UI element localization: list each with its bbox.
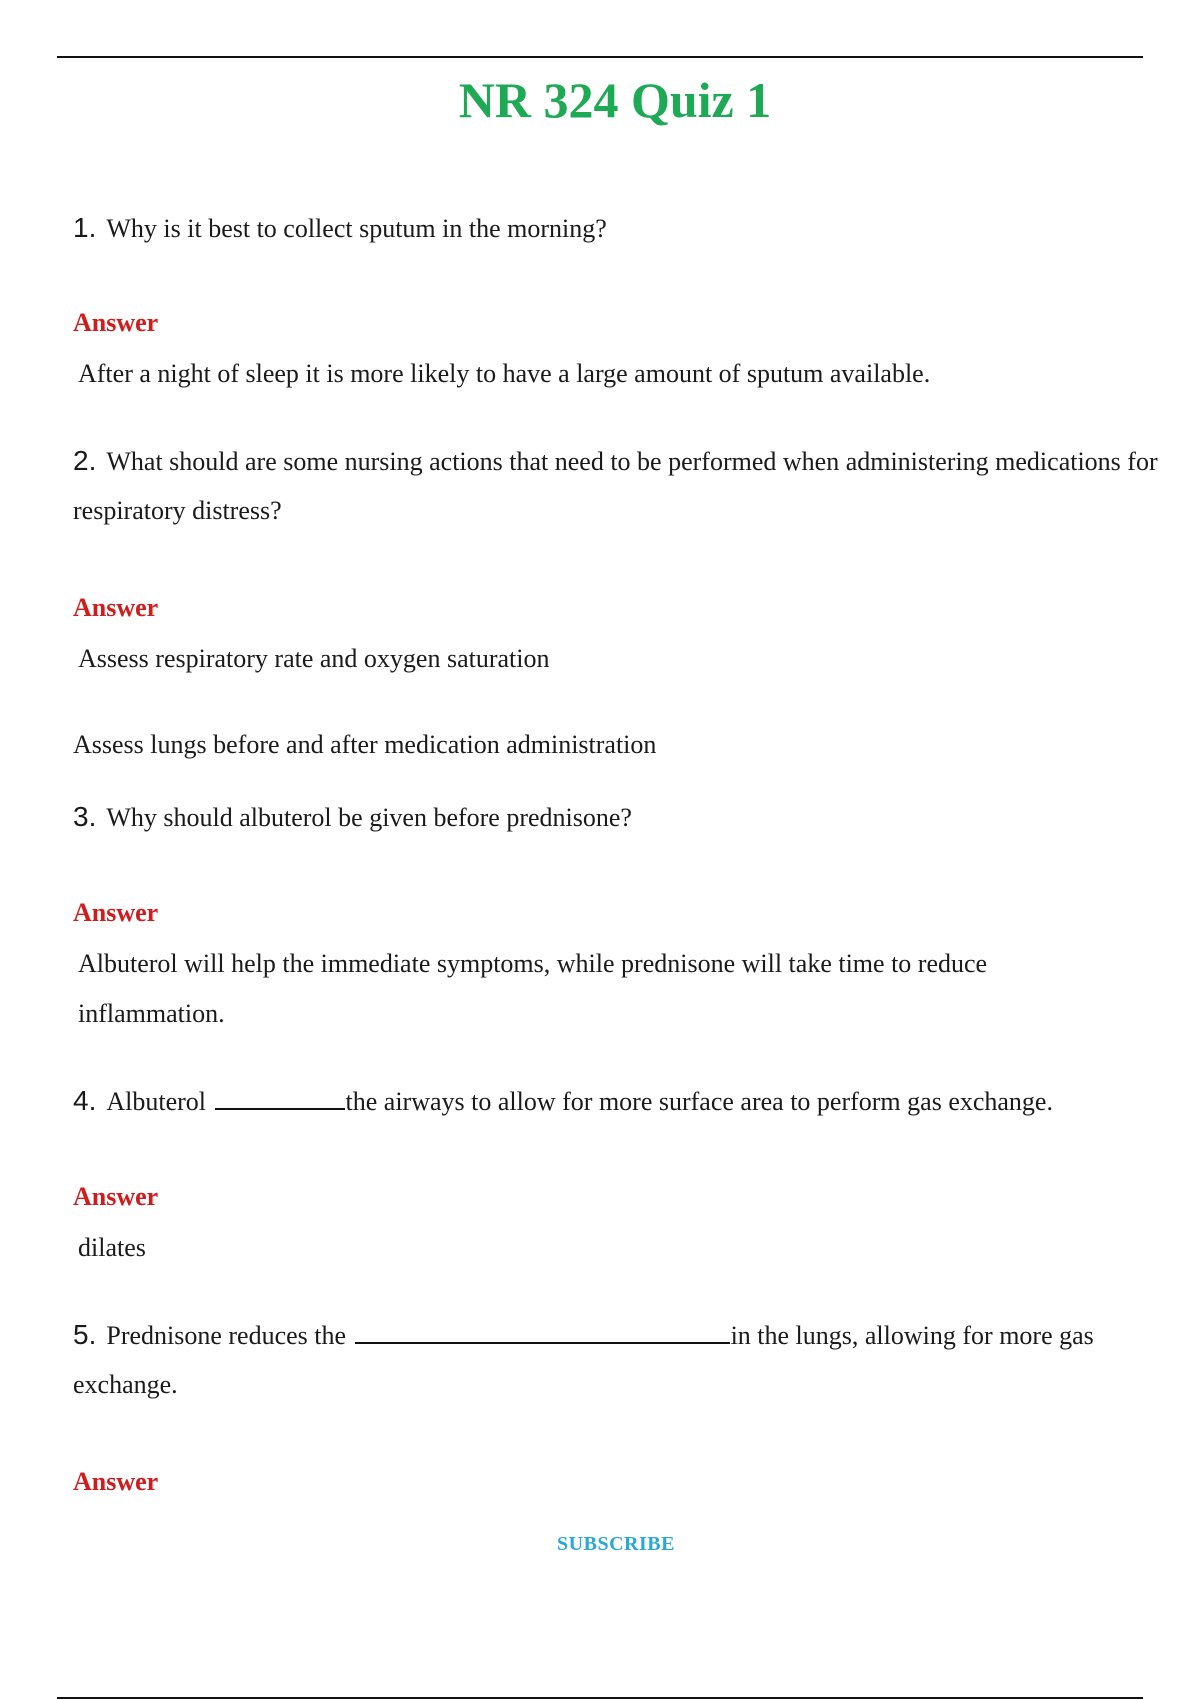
answer-text: dilates [78,1233,146,1262]
question-number: 5. [73,1319,97,1350]
page-title: NR 324 Quiz 1 [458,72,772,128]
question-2 [73,436,1163,535]
fill-in-blank [215,1084,345,1110]
answer-label: Answer [73,593,159,622]
bottom-rule [57,1697,1143,1699]
answer-label: Answer [73,1182,159,1211]
question-4 [73,1076,1163,1126]
question-1 [73,203,1163,253]
question-3 [73,792,1163,842]
answer-text: Assess respiratory rate and oxygen saturation [78,644,550,673]
top-rule [57,56,1143,58]
question-text: Why should albuterol be given before prednisone? [106,803,632,832]
question-text-after: in the lungs, allowing for more gas exchange. [73,1321,1094,1399]
fill-in-blank [355,1318,730,1344]
question-text: What should are some nursing actions that need to be performed when administering medications for respiratory distress? [73,447,1158,525]
answer-label: Answer [73,898,159,927]
answer-label: Answer [73,1467,159,1496]
question-text: Why is it best to collect sputum in the morning? [106,214,607,243]
question-text-after: the airways to allow for more surface area to perform gas exchange. [345,1087,1053,1116]
question-number: 1. [73,212,97,243]
answer-label: Answer [73,308,159,337]
answer-text: After a night of sleep it is more likely to have a large amount of sputum available. [78,359,931,388]
subscribe-link[interactable]: SUBSCRIBE [557,1533,675,1555]
question-5 [73,1310,1163,1409]
answer-text: Assess lungs before and after medication administration [73,730,657,759]
question-text-before: Prednisone reduces the [106,1321,347,1350]
question-number: 3. [73,801,97,832]
question-number: 2. [73,445,97,476]
question-number: 4. [73,1085,97,1116]
question-text-before: Albuterol [106,1087,207,1116]
answer-text: Albuterol will help the immediate symptoms, while prednisone will take time to reduce inflammation. [78,949,988,1028]
